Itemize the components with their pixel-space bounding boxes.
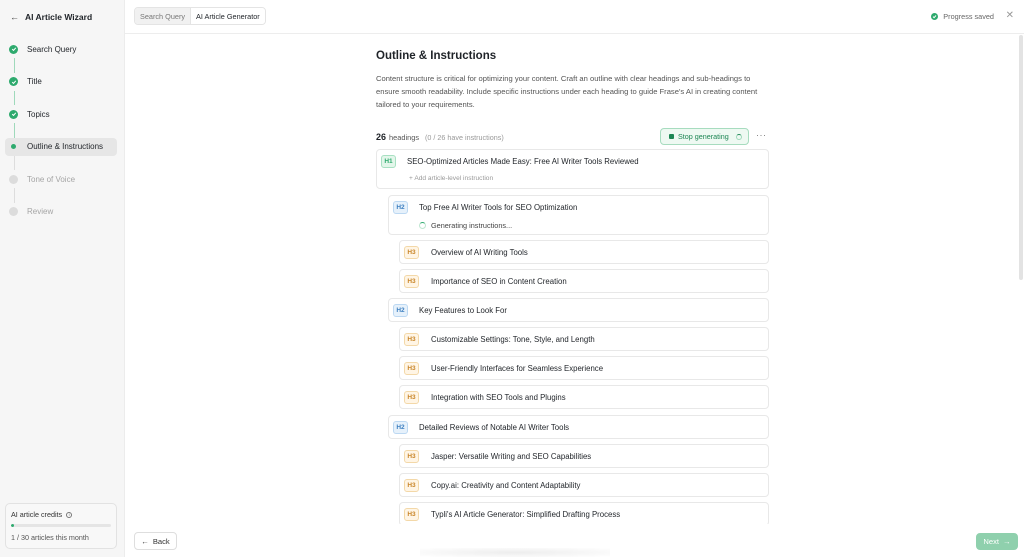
- heading-level-tag: H1: [381, 155, 396, 168]
- back-button[interactable]: [134, 532, 177, 550]
- pending-step-dot-icon: [9, 207, 18, 216]
- outline-heading-h3[interactable]: [399, 356, 769, 380]
- outline-heading-h1[interactable]: [376, 149, 769, 189]
- outline-heading-h3[interactable]: [399, 269, 769, 293]
- heading-text[interactable]: Key Features to Look For: [419, 306, 507, 315]
- page-title: Outline & Instructions: [376, 50, 497, 62]
- wizard-steps: [5, 40, 117, 221]
- stop-generating-label: Stop generating: [678, 132, 729, 141]
- step-title[interactable]: [5, 73, 117, 91]
- top-bar: [125, 0, 1024, 34]
- heading-level-tag: H2: [393, 201, 408, 214]
- heading-text[interactable]: Jasper: Versatile Writing and SEO Capabilities: [431, 452, 592, 461]
- heading-text[interactable]: User-Friendly Interfaces for Seamless Experience: [431, 364, 604, 373]
- breadcrumb-search-query[interactable]: Search Query: [135, 8, 191, 24]
- wizard-header[interactable]: [10, 12, 92, 22]
- step-label: Outline & Instructions: [27, 142, 104, 151]
- heading-level-tag: H3: [404, 450, 419, 463]
- spinner-icon: [736, 134, 742, 140]
- back-arrow-icon[interactable]: ←: [10, 12, 19, 22]
- heading-text[interactable]: Overview of AI Writing Tools: [431, 248, 528, 257]
- more-options-icon[interactable]: ···: [756, 130, 767, 140]
- heading-text[interactable]: Integration with SEO Tools and Plugins: [431, 393, 566, 402]
- outline-heading-h2[interactable]: [388, 195, 769, 235]
- step-connector: [14, 58, 15, 73]
- heading-text[interactable]: SEO-Optimized Articles Made Easy: Free AI Writer Tools Reviewed: [407, 157, 639, 166]
- step-label: Tone of Voice: [27, 174, 76, 184]
- arrow-left-icon: ←: [141, 536, 149, 546]
- generating-status: [419, 221, 512, 230]
- breadcrumb-ai-article-generator[interactable]: AI Article Generator: [191, 8, 265, 24]
- pending-step-dot-icon: [9, 175, 18, 184]
- scrollbar[interactable]: [1019, 35, 1023, 280]
- check-icon: [9, 110, 18, 119]
- heading-level-tag: H3: [404, 333, 419, 346]
- outline-heading-h3[interactable]: [399, 327, 769, 351]
- save-status-text: Progress saved: [943, 12, 994, 21]
- outline-heading-h3[interactable]: [399, 385, 769, 409]
- generating-text: Generating instructions...: [431, 221, 513, 230]
- credits-usage-text: 1 / 30 articles this month: [11, 533, 89, 542]
- step-label: Search Query: [27, 44, 77, 54]
- heading-level-tag: H3: [404, 479, 419, 492]
- heading-level-tag: H3: [404, 275, 419, 288]
- heading-level-tag: H3: [404, 362, 419, 375]
- headings-word: headings: [389, 132, 420, 142]
- outline-heading-h3[interactable]: [399, 444, 769, 468]
- credits-panel: [5, 503, 117, 549]
- heading-text[interactable]: Typli's AI Article Generator: Simplified Drafting Process: [431, 510, 621, 519]
- heading-level-tag: H3: [404, 246, 419, 259]
- heading-level-tag: H3: [404, 391, 419, 404]
- outline-heading-h2[interactable]: [388, 415, 769, 439]
- heading-text[interactable]: Importance of SEO in Content Creation: [431, 277, 567, 286]
- page-description: Content structure is critical for optimizing your content. Craft an outline with clear headings and sub-headings to ensure smooth readability. Include specific instructions under each heading to guide Frase's AI in creating content tailored to your requirements.: [376, 74, 758, 109]
- outline-heading-h3[interactable]: [399, 240, 769, 264]
- step-tone-of-voice: [5, 170, 117, 188]
- step-label: Review: [27, 207, 54, 216]
- heading-level-tag: H2: [393, 421, 408, 434]
- heading-text[interactable]: Top Free AI Writer Tools for SEO Optimization: [419, 203, 578, 212]
- heading-text[interactable]: Detailed Reviews of Notable AI Writer Tools: [419, 423, 570, 432]
- next-button-label: Next: [983, 537, 1000, 546]
- credits-title: AI article credits: [11, 510, 63, 519]
- back-button-label: Back: [152, 536, 170, 546]
- info-icon[interactable]: i: [66, 512, 72, 518]
- arrow-right-icon: →: [1003, 537, 1011, 546]
- step-label: Topics: [27, 109, 50, 119]
- scroll-fade-shadow: [420, 548, 610, 557]
- next-button[interactable]: [976, 533, 1018, 550]
- stop-generating-button[interactable]: [660, 128, 749, 145]
- instructions-hint: (0 / 26 have instructions): [425, 132, 504, 142]
- saved-check-icon: [931, 13, 938, 20]
- step-outline-instructions[interactable]: [5, 138, 117, 156]
- heading-text[interactable]: Copy.ai: Creativity and Content Adaptability: [431, 481, 581, 490]
- breadcrumb: [134, 7, 266, 25]
- heading-level-tag: H2: [393, 304, 408, 317]
- credits-progress-fill: [11, 524, 14, 527]
- outline-list: [376, 149, 769, 524]
- stop-icon: [669, 134, 674, 139]
- wizard-title: AI Article Wizard: [25, 12, 93, 22]
- step-connector: [14, 188, 15, 203]
- main-content: [376, 50, 769, 142]
- add-article-instruction-link[interactable]: + Add article-level instruction: [409, 175, 494, 182]
- current-step-dot-icon: [9, 142, 18, 151]
- outline-heading-h3[interactable]: [399, 473, 769, 497]
- step-label: Title: [27, 77, 42, 86]
- sidebar: [0, 0, 125, 557]
- outline-heading-h2[interactable]: [388, 298, 769, 322]
- credits-progress-bar: [11, 524, 111, 527]
- step-connector: [14, 123, 15, 138]
- step-search-query[interactable]: [5, 40, 117, 58]
- check-icon: [9, 77, 18, 86]
- outline-heading-h3[interactable]: [399, 502, 769, 524]
- check-icon: [9, 45, 18, 54]
- heading-level-tag: H3: [404, 508, 419, 521]
- close-icon[interactable]: ✕: [1005, 10, 1014, 21]
- step-topics[interactable]: [5, 105, 117, 123]
- step-connector: [14, 91, 15, 106]
- save-status: [931, 12, 994, 21]
- step-review: [5, 203, 117, 221]
- spinner-icon: [419, 222, 426, 229]
- step-connector: [14, 156, 15, 171]
- headings-meta-row: [376, 128, 769, 146]
- heading-text[interactable]: Customizable Settings: Tone, Style, and Length: [431, 335, 595, 344]
- headings-count: 26: [376, 132, 387, 142]
